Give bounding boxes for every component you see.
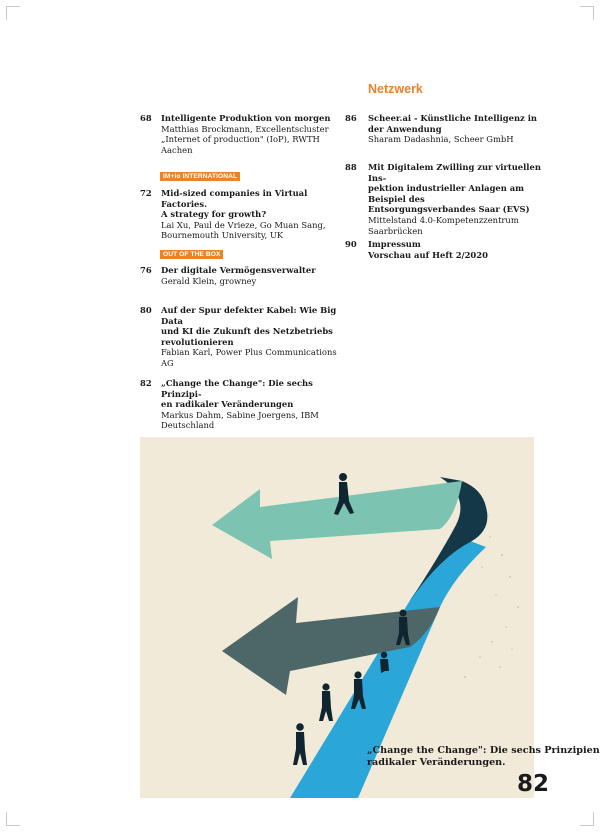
toc-author-line: Matthias Brockmann, Excellentscluster	[161, 123, 329, 134]
toc-entry[interactable]	[345, 113, 560, 149]
toc-title: A strategy for growth?	[161, 209, 267, 220]
toc-entry[interactable]	[345, 162, 560, 236]
toc-author-line: Markus Dahm, Sabine Joergens, IBM	[161, 409, 319, 420]
toc-title: Intelligente Produktion von morgen	[161, 113, 331, 123]
caption-line: „Change the Change": Die sechs Prinzipien	[367, 745, 600, 756]
toc-author-line: Sharam Dadashnia, Scheer GmbH	[368, 134, 514, 145]
toc-entry[interactable]	[140, 113, 350, 159]
toc-title: „Change the Change": Die sechs Prinzipi-	[161, 378, 313, 399]
crop-mark	[580, 6, 594, 7]
category-badge: OUT OF THE BOX	[160, 250, 223, 259]
crop-mark	[593, 812, 594, 826]
toc-author-line: Fabian Karl, Power Plus Communications	[161, 347, 337, 358]
category-badge: IM+io INTERNATIONAL	[160, 172, 240, 181]
toc-author-line: Deutschland	[161, 420, 215, 431]
toc-author-line: Saarbrücken	[368, 225, 423, 236]
toc-title: Impressum	[368, 239, 421, 249]
toc-page-number: 88	[345, 162, 357, 172]
toc-entry[interactable]	[140, 188, 350, 241]
toc-title: Auf der Spur defekter Kabel: Wie Big Data	[161, 305, 337, 326]
toc-page-number: 80	[140, 305, 152, 315]
toc-author-line: Gerald Klein, growney	[161, 275, 257, 286]
crop-mark	[6, 812, 7, 826]
toc-title: der Anwendung	[368, 123, 442, 134]
crop-mark	[580, 825, 594, 826]
toc-title: Scheer.ai - Künstliche Intelligenz in	[368, 113, 537, 123]
toc-title: Mid-sized companies in Virtual Factories.	[161, 188, 308, 209]
toc-title: en radikaler Veränderungen	[161, 399, 294, 410]
toc-page-number: 68	[140, 113, 152, 123]
section-heading: Netzwerk	[368, 82, 423, 96]
page-number: 82	[517, 771, 550, 797]
toc-author-line: Aachen	[161, 144, 193, 155]
toc-page-number: 76	[140, 265, 152, 275]
toc-title: Vorschau auf Heft 2/2020	[368, 249, 488, 260]
toc-author-line: Bournemouth University, UK	[161, 230, 284, 241]
toc-title: revolutionieren	[161, 336, 234, 347]
toc-entry[interactable]	[140, 265, 350, 289]
toc-page-number: 72	[140, 188, 152, 198]
crop-mark	[6, 825, 20, 826]
toc-page-number: 86	[345, 113, 357, 123]
toc-author-line: „Internet of production" (IoP), RWTH	[161, 134, 320, 145]
crop-mark	[6, 6, 20, 7]
toc-title: Der digitale Vermögensverwalter	[161, 265, 316, 275]
toc-title: Mit Digitalem Zwilling zur virtuellen Ins-	[368, 162, 541, 183]
toc-page-number: 82	[140, 378, 152, 388]
toc-entry[interactable]	[345, 239, 560, 263]
caption-line: radikaler Veränderungen.	[367, 757, 506, 768]
toc-entry[interactable]	[140, 378, 350, 431]
toc-author-line: AG	[161, 357, 174, 368]
toc-title: pektion industrieller Anlagen am Beispiel des	[368, 183, 525, 204]
illustration-caption	[367, 745, 600, 769]
toc-title: und KI die Zukunft des Netzbetriebs	[161, 326, 333, 337]
article-illustration	[140, 437, 534, 798]
crop-mark	[6, 6, 7, 20]
toc-entry[interactable]	[140, 305, 350, 368]
toc-page-number: 90	[345, 239, 357, 249]
toc-title: Entsorgungsverbandes Saar (EVS)	[368, 204, 530, 215]
crop-mark	[593, 6, 594, 20]
toc-author-line: Lai Xu, Paul de Vrieze, Go Muan Sang,	[161, 219, 326, 230]
toc-author-line: Mittelstand 4.0-Kompetenzzentrum	[368, 214, 519, 225]
